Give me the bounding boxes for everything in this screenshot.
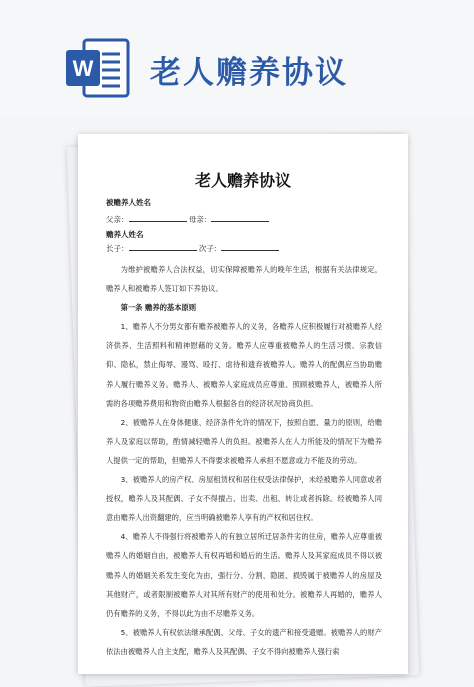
paragraph-3: 3、被赡养人的房产权、房屋租赁权和居住权受法律保护，未经被赡养人同意或者授权，赡养人及其配偶、子女不得擅占、出卖、出租、转让或者拆除。经被赡养人同意由赡养人出资翻建的，应当明确被赡养人享有的产权和居住权。 <box>106 475 382 523</box>
paragraph-2: 2、被赡养人在身体健康、经济条件允许的情况下，按照自愿、量力的原则，给赡养人及家庭以帮助，酌情减轻赡养人的负担。被赡养人在人力所能及的情况下为赡养人提供一定的帮助，但赡养人不得要求被赡养人承担不愿意或力不能及的劳动。 <box>106 417 382 465</box>
children-row <box>106 243 279 254</box>
father-label: 父亲： <box>106 215 129 224</box>
paragraph-4: 4、赡养人不得强行将被赡养人的有独立居所迁居条件劣的住房，赡养人应尊重被赡养人的婚姻自由，被赡养人有权再婚和婚后的生活。赡养人及其家庭成员不得以被赡养人的婚姻关系发生变化为由，强行分、分割、隐匿、损毁属于被赡养人的房屋及其他财产，或者限制被赡养人对其所有财产的使用和处分。被赡养人再婚的，赡养人仍有赡养的义务，不得以此为由不尽赡养义务。 <box>106 532 382 618</box>
intro-paragraph: 为维护被赡养人合法权益，切实保障被赡养人的晚年生活，根据有关法律规定，赡养人和被赡养人签订如下养协议。 <box>106 265 382 294</box>
article-1-title: 第一条 赡养的基本原则 <box>120 303 197 313</box>
document-page <box>78 134 408 674</box>
second-son-label: 次子： <box>198 244 222 253</box>
paragraph-1: 1、赡养人不分男女都有赡养被赡养人的义务，各赡养人应积极履行对被赡养人经济供养、生活照料和精神慰藉的义务。赡养人应尊重被赡养人的生活习惯、宗教信仰、隐私，禁止侮辱、谩骂、殴打、虐待和遗弃被赡养人。赡养人的配偶应当协助赡养人履行赡养义务。赡养人、被赡养人家庭成员应尊重、照顾被赡养人，被赡养人所需的各项赡养费用和物资由赡养人根据各自的经济状况协商负担。 <box>106 322 382 408</box>
document-body <box>106 260 382 661</box>
word-document-icon <box>64 38 134 98</box>
second-son-blank[interactable] <box>221 243 279 251</box>
elder-son-blank[interactable] <box>129 243 197 251</box>
mother-label: 母亲： <box>188 215 212 224</box>
mother-blank[interactable] <box>211 214 269 222</box>
father-blank[interactable] <box>129 214 187 222</box>
banner-title: 老人赡养协议 <box>150 55 348 91</box>
document-title: 老人赡养协议 <box>194 171 291 190</box>
parents-row <box>106 214 269 225</box>
section-label-supporters: 赡养人姓名 <box>106 230 144 239</box>
header-banner <box>0 0 474 118</box>
section-label-dependents: 被赡养人姓名 <box>106 198 151 207</box>
paragraph-5: 5、被赡养人有权依法继承配偶、父母、子女的遗产和接受遗赠。被赡养人的财产依法由被赡养人自主支配，赡养人及其配偶、子女不得向被赡养人强行索 <box>106 627 382 656</box>
elder-son-label: 长子： <box>106 244 129 253</box>
word-logo-letter: W <box>72 56 94 81</box>
